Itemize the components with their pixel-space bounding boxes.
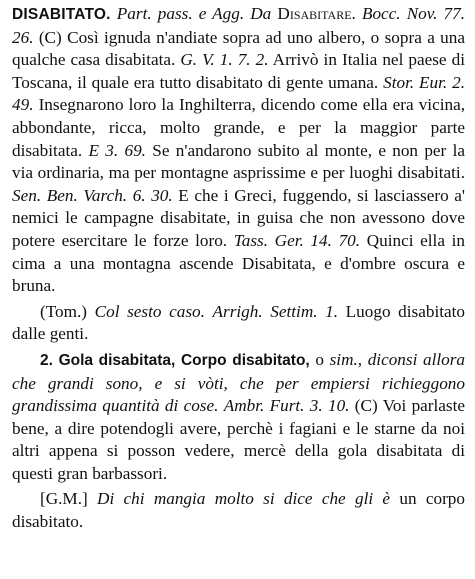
citation-text: Se n'andarono subito al monte, e non per la via ordinaria, ma per montagne asprissime e per luoghi disabitati.	[12, 140, 465, 183]
citation-text: Arrivò in Italia nel paese di Toscana, il quale era tutto disabitato di gente umana.	[12, 50, 465, 92]
citation-source: Sen. Ben. Varch. 6. 30.	[12, 185, 173, 205]
headword: DISABITATO.	[12, 6, 111, 23]
citation-text: (C) Così ignuda n'andiate sopra ad uno albero, o sopra a una qualche casa disabitata.	[12, 27, 465, 70]
citation-source: Stor. Eur. 2. 49.	[12, 72, 465, 115]
usage-note: Col sesto caso.	[94, 301, 205, 321]
editor-tag: [G.M.]	[40, 489, 98, 509]
citation-text: Luogo disabitato dalle genti.	[12, 301, 466, 344]
citation-text: E che i Greci, fuggendo, si lasciassero a' nemici le campagne disabitate, in guisa che non avessono dove potere esercitare le forze loro.	[12, 185, 465, 250]
citation-text: Quinci ella in cima a una montagna ascende Disabitata, e d'ombre oscura e bruna.	[12, 230, 465, 296]
citation-source: Ambr. Furt. 3. 10.	[223, 396, 350, 416]
etymon: Disabitare.	[277, 4, 356, 23]
citation-text: Insegnarono loro la Inghilterra, dicendo come ella era vicina, abbondante, ricca, molto grande, e per la maggior parte disabitata.	[12, 95, 465, 160]
entry-gm-paragraph	[12, 488, 465, 533]
definition: sim., diconsi allora che grandi sono, e si vòti, che per empiersi richieggono grandissima quantità di cose.	[12, 349, 466, 416]
sense-2-heading: 2. Gola disabitata, Corpo disabitato,	[40, 351, 310, 369]
grammar-note: Part. pass. e Agg. Da	[116, 4, 272, 23]
entry-main-paragraph	[12, 3, 465, 298]
citation-source: Tass. Ger. 14. 70.	[233, 230, 361, 250]
entry-subsense-paragraph	[12, 301, 465, 346]
entry-sense-2-paragraph: 2. Gola disabitata, Corpo disabitato, o sim., diconsi allora che grandi sono, e si vòti, che per empiersi richieggono grandissima quantità di cose. Ambr. Furt. 3. 10. (C) Voi parlaste bene, a dire potendogli avere, perchè i fagiani e le starne da noi altri appena si posson vedere, mercè della gola disabitata di questi gran barbassori.	[12, 349, 466, 483]
definition: Di chi mangia molto si dice che gli è	[97, 489, 391, 509]
citation-source: Arrigh. Settim. 1.	[212, 301, 339, 321]
citation-source: G. V. 1. 7. 2.	[180, 50, 269, 70]
editor-tag: (Tom.)	[40, 301, 95, 321]
citation-text: (C) Voi parlaste bene, a dire potendogli avere, perchè i fagiani e le starne da noi altri appena si posson vedere, mercè della gola disabitata di questi gran barbassori.	[12, 396, 466, 483]
citation-source: E 3. 69.	[88, 140, 146, 160]
citation-source: Bocc. Nov. 77. 26.	[12, 4, 466, 47]
definition-tail: un corpo disabitato.	[12, 489, 465, 532]
